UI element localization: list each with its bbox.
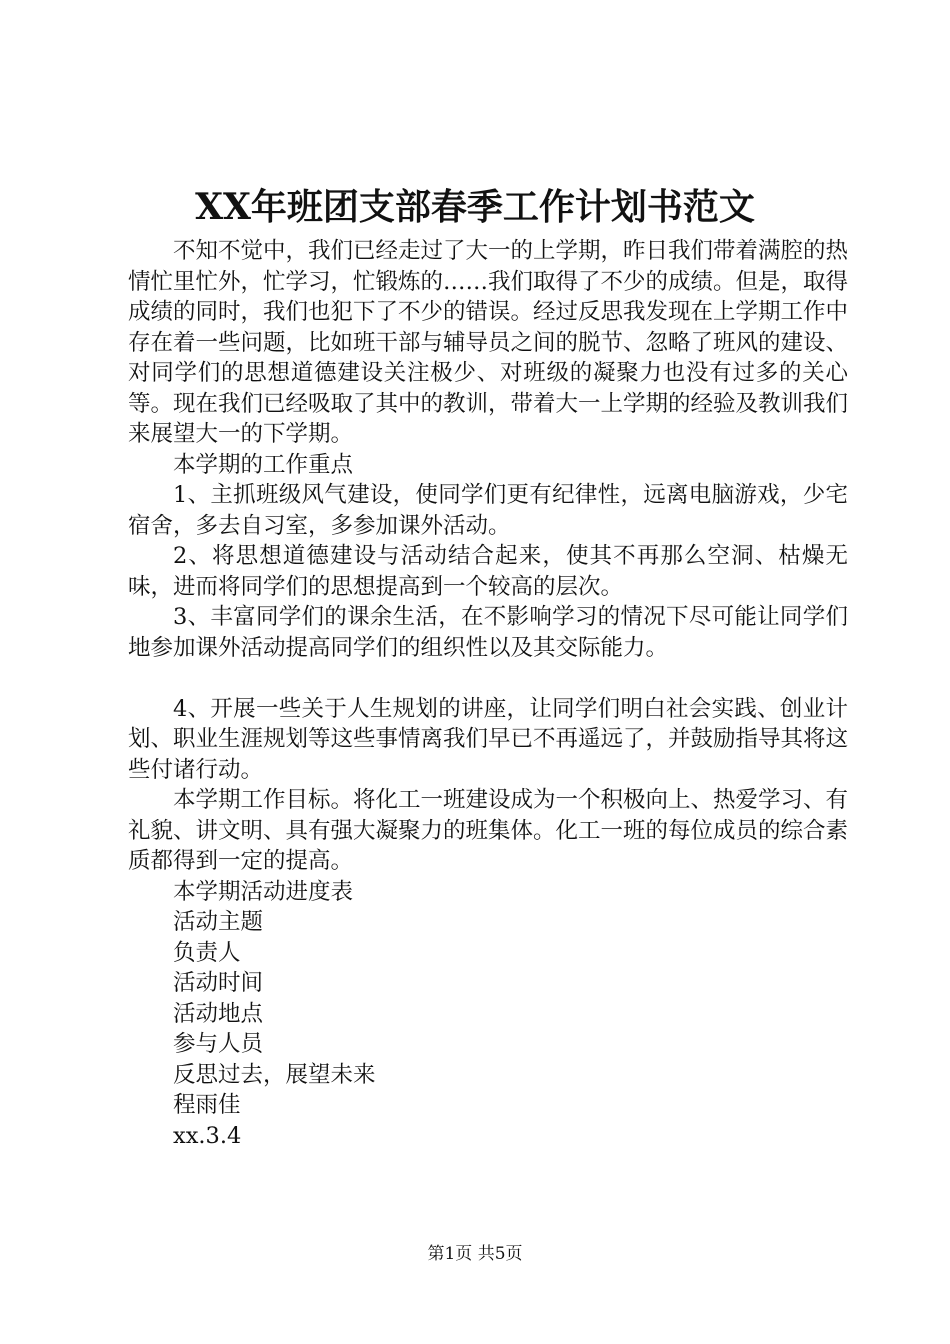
paragraph-schedule-heading: 本学期活动进度表 xyxy=(173,878,354,905)
list-item: 反思过去，展望未来 xyxy=(173,1061,376,1088)
list-item: xx.3.4 xyxy=(173,1122,242,1149)
list-item: 活动地点 xyxy=(173,1000,264,1027)
document-body xyxy=(128,236,848,1151)
paragraph-item-1: 1、主抓班级风气建设，使同学们更有纪律性，远离电脑游戏，少宅宿舍，多去自习室，多参加课外活动。 xyxy=(128,482,848,539)
paragraph-item-4: 4、开展一些关于人生规划的讲座，让同学们明白社会实践、创业计划、职业生涯规划等这些事情离我们早已不再遥远了，并鼓励指导其将这些付诸行动。 xyxy=(128,695,849,783)
paragraph-item-3: 3、丰富同学们的课余生活，在不影响学习的情况下尽可能让同学们地参加课外活动提高同学们的组织性以及其交际能力。 xyxy=(128,604,848,661)
paragraph-work-focus-heading: 本学期的工作重点 xyxy=(173,451,354,478)
document-title: XX年班团支部春季工作计划书范文 xyxy=(195,186,755,228)
list-item: 程雨佳 xyxy=(173,1092,241,1118)
paragraph-item-2: 2、将思想道德建设与活动结合起来，使其不再那么空洞、枯燥无味，进而将同学们的思想提高到一个较高的层次。 xyxy=(128,543,848,600)
list-item: 活动时间 xyxy=(173,970,264,996)
list-item: 负责人 xyxy=(173,939,241,966)
list-item: 参与人员 xyxy=(173,1031,264,1057)
list-item: 活动主题 xyxy=(173,909,264,935)
paragraph-intro: 不知不觉中，我们已经走过了大一的上学期，昨日我们带着满腔的热情忙里忙外，忙学习，忙锻炼的……我们取得了不少的成绩。但是，取得成绩的同时，我们也犯下了不少的错误。经过反思我发现在上学期工作中存在着一些问题，比如班干部与辅导员之间的脱节、忽略了班风的建设、对同学们的思想道德建设关注极少、对班级的凝聚力也没有过多的关心等。现在我们已经吸取了其中的教训，带着大一上学期的经验及教训我们来展望大一的下学期。 xyxy=(128,238,849,447)
paragraph-goal: 本学期工作目标。将化工一班建设成为一个积极向上、热爱学习、有礼貌、讲文明、具有强大凝聚力的班集体。化工一班的每位成员的综合素质都得到一定的提高。 xyxy=(128,787,849,874)
page-number-footer: 第1页 共5页 xyxy=(427,1244,523,1264)
